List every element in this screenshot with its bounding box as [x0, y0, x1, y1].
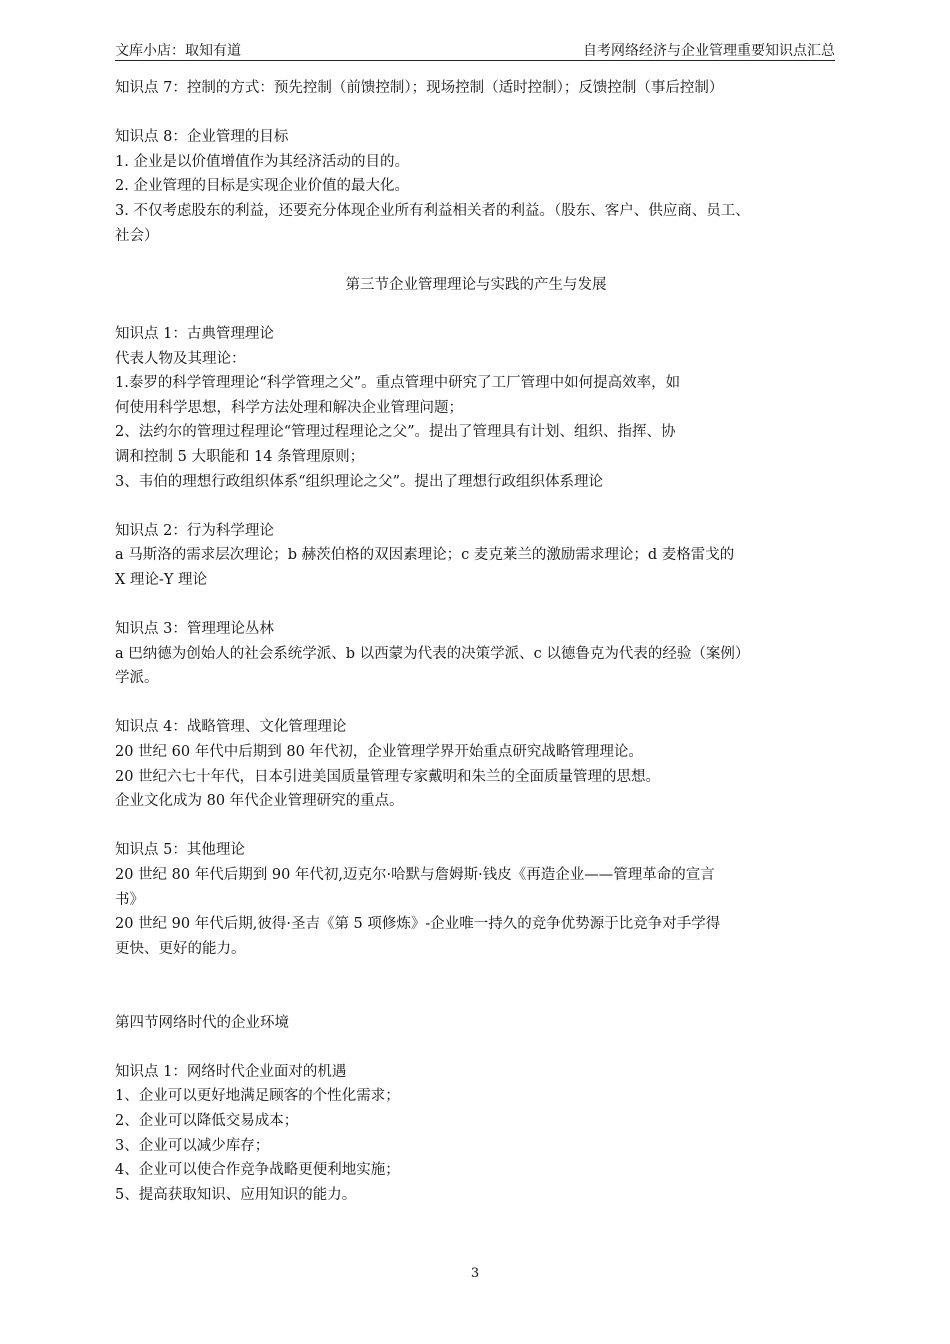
header-store-name: 文库小店：取知有道: [115, 43, 241, 59]
text-line: 1、企业可以更好地满足顾客的个性化需求；: [115, 1088, 400, 1105]
blank-line: [115, 494, 837, 519]
text-line: 2、法约尔的管理过程理论“管理过程理论之父”。提出了管理具有计划、组织、指挥、协: [115, 424, 676, 441]
text-line: 知识点 3：管理理论丛林: [115, 621, 274, 638]
text-line: 20 世纪 60 年代中后期到 80 年代初，企业管理学界开始重点研究战略管理理论。: [115, 744, 643, 761]
text-line: 知识点 7：控制的方式：预先控制（前馈控制）；现场控制（适时控制）；反馈控制（事后控制）: [115, 80, 724, 96]
text-line: 知识点 8：企业管理的目标: [115, 129, 289, 146]
text-line: 知识点 5：其他理论: [115, 842, 245, 859]
blank-line: [115, 691, 837, 716]
text-line: 调和控制 5 大职能和 14 条管理原则；: [115, 448, 365, 465]
text-line: 20 世纪 80 年代后期到 90 年代初,迈克尔·哈默与詹姆斯·钱皮《再造企业——管理革命的宣言: [115, 867, 715, 883]
text-line: 2. 企业管理的目标是实现企业价值的最大化。: [115, 178, 409, 195]
header-document-title: 自考网络经济与企业管理重要知识点汇总: [583, 43, 835, 59]
blank-line: [115, 297, 837, 322]
blank-line: [115, 592, 837, 617]
text-line: 2、企业可以降低交易成本；: [115, 1112, 299, 1129]
text-line: 20 世纪 90 年代后期,彼得·圣吉《第 5 项修炼》-企业唯一持久的竞争优势源于比竞争对手学得: [115, 916, 721, 933]
text-line: 3. 不仅考虑股东的利益，还要充分体现企业所有利益相关者的利益。（股东、客户、供应商、员工、: [115, 202, 750, 219]
text-line: 3、韦伯的理想行政组织体系“组织理论之父”。提出了理想行政组织体系理论: [115, 473, 604, 490]
blank-line: [115, 101, 837, 126]
text-line: 学派。: [115, 670, 159, 687]
text-line: 企业文化成为 80 年代企业管理研究的重点。: [115, 793, 404, 810]
text-line: 3、企业可以减少库存；: [115, 1137, 270, 1154]
text-line: 知识点 2：行为科学理论: [115, 522, 274, 539]
text-line: 社会）: [115, 227, 159, 244]
text-line: a 马斯洛的需求层次理论；b 赫茨伯格的双因素理论；c 麦克莱兰的激励需求理论；d 麦格雷戈的: [115, 547, 735, 564]
blank-line: [115, 814, 837, 839]
text-line: 书》: [115, 891, 144, 908]
text-line: a 巴纳德为创始人的社会系统学派、b 以西蒙为代表的决策学派、c 以德鲁克为代表的经验（案例）: [115, 645, 750, 662]
blank-line: [115, 1035, 837, 1060]
blank-line: [115, 986, 837, 1011]
text-line: 5、提高获取知识、应用知识的能力。: [115, 1186, 357, 1203]
section-heading: 第三节企业管理理论与实践的产生与发展: [345, 276, 607, 293]
page-header: [115, 40, 835, 61]
text-line: 1.泰罗的科学管理理论“科学管理之父”。重点管理中研究了工厂管理中如何提高效率，如: [115, 375, 681, 392]
text-line: X 理论-Y 理论: [115, 571, 208, 588]
text-line: 知识点 4：战略管理、文化管理理论: [115, 719, 347, 736]
text-line: 何使用科学思想，科学方法处理和解决企业管理问题；: [115, 399, 463, 416]
page-number: 3: [470, 1266, 480, 1281]
text-line: 代表人物及其理论：: [115, 350, 246, 367]
blank-line: [115, 248, 837, 273]
text-line: 1. 企业是以价值增值作为其经济活动的目的。: [115, 153, 409, 170]
text-line: 更快、更好的能力。: [115, 940, 246, 957]
text-line: 20 世纪六七十年代，日本引进美国质量管理专家戴明和朱兰的全面质量管理的思想。: [115, 768, 661, 785]
blank-line: [115, 961, 837, 986]
text-line: 第四节网络时代的企业环境: [115, 1014, 289, 1031]
text-line: 知识点 1：古典管理理论: [115, 325, 274, 342]
document-body: [115, 76, 837, 1207]
text-line: 4、企业可以使合作竞争战略更便利地实施；: [115, 1162, 400, 1179]
text-line: 知识点 1：网络时代企业面对的机遇: [115, 1063, 347, 1080]
